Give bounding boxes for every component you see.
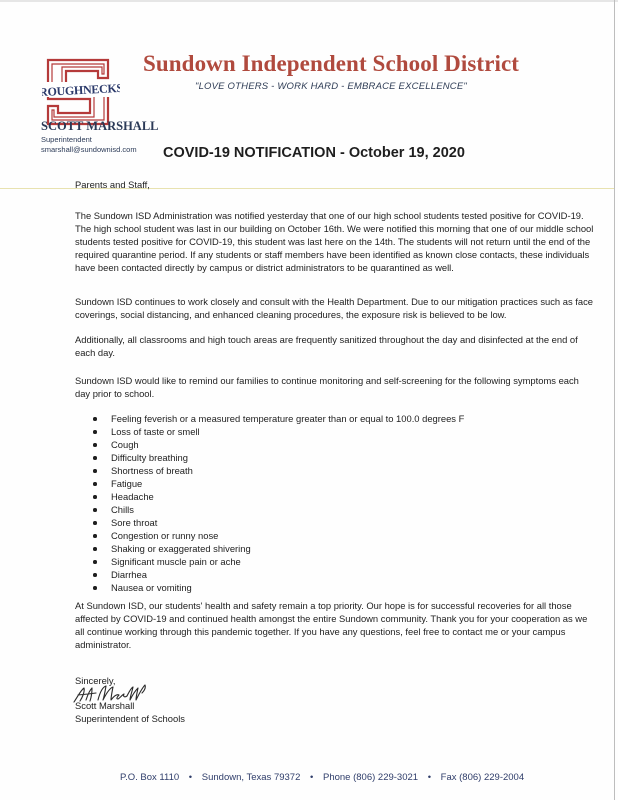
symptom-item: Sore throat: [93, 516, 464, 529]
bullet-icon: [93, 560, 97, 564]
symptom-item: Feeling feverish or a measured temperature greater than or equal to 100.0 degrees F: [93, 412, 464, 425]
bullet-icon: [93, 495, 97, 499]
paragraph-screening: Sundown ISD would like to remind our families to continue monitoring and self-screening for the following symptoms each day prior to school.: [75, 375, 579, 399]
letterhead-footer: [120, 772, 524, 783]
symptom-list: [93, 412, 464, 594]
district-motto: "LOVE OTHERS - WORK HARD - EMBRACE EXCELLENCE": [195, 81, 467, 92]
symptom-item: Loss of taste or smell: [93, 425, 464, 438]
roughnecks-logo-icon: [42, 58, 120, 126]
paragraph-notification: The Sundown ISD Administration was notified yesterday that one of our high school students tested positive for COVID-19. The high school student was last in our building on October 16th. We were notified this morning that one of our middle school students tested positive for COVID-19, this student was last here on the 14th. The students will not return until the end of the required quarantine period. If any students or staff members have been identified as known close contacts, these individuals have been contacted directly by campus or district administrators to be quarantined as well.: [75, 210, 594, 273]
scan-right-edge: [614, 0, 615, 800]
bullet-icon: [93, 456, 97, 460]
bullet-icon: [93, 573, 97, 577]
symptom-item: Shortness of breath: [93, 464, 464, 477]
symptom-item: Shaking or exaggerated shivering: [93, 542, 464, 555]
signer-name: Scott Marshall: [75, 700, 135, 711]
footer-fax: Fax (806) 229-2004: [440, 772, 525, 783]
bullet-icon: [93, 430, 97, 434]
signer-title: Superintendent of Schools: [75, 713, 185, 724]
superintendent-name: SCOTT MARSHALL: [41, 119, 159, 133]
bullet-icon: [93, 586, 97, 590]
footer-separator: •: [427, 772, 432, 783]
notice-title: COVID-19 NOTIFICATION - October 19, 2020: [163, 145, 465, 161]
symptom-item: Nausea or vomiting: [93, 581, 464, 594]
symptom-item: Diarrhea: [93, 568, 464, 581]
superintendent-title: Superintendent: [41, 135, 92, 144]
footer-separator: •: [310, 772, 314, 783]
paragraph-closing: At Sundown ISD, our students' health and safety remain a top priority. Our hope is for successful recoveries for all those affected by COVID-19 and continued health amongst the entire Sundown community. Thank you for your cooperation as we all continue working through this pandemic together. If you have any questions, feel free to contact me or your campus administrator.: [75, 600, 588, 650]
scan-top-edge: [0, 0, 618, 2]
footer-city: Sundown, Texas 79372: [201, 772, 301, 783]
symptom-item: Significant muscle pain or ache: [93, 555, 464, 568]
bullet-icon: [93, 508, 97, 512]
letter-greeting: Parents and Staff,: [75, 179, 150, 190]
symptom-item: Congestion or runny nose: [93, 529, 464, 542]
bullet-icon: [93, 417, 97, 421]
bullet-icon: [93, 534, 97, 538]
symptom-item: Headache: [93, 490, 464, 503]
symptom-item: Chills: [93, 503, 464, 516]
footer-phone: Phone (806) 229-3021: [322, 772, 419, 783]
bullet-icon: [93, 469, 97, 473]
closing-salutation: Sincerely,: [75, 675, 116, 686]
bullet-icon: [93, 547, 97, 551]
footer-po-box: P.O. Box 1110: [120, 772, 180, 783]
symptom-item: Cough: [93, 438, 464, 451]
superintendent-email[interactable]: smarshall@sundownisd.com: [41, 145, 137, 154]
footer-separator: •: [188, 772, 193, 783]
paragraph-health-department: Sundown ISD continues to work closely and consult with the Health Department. Due to our mitigation practices such as face coverings, social distancing, and enhanced cleaning procedures, the exposure risk is believed to be low.: [75, 296, 593, 320]
symptom-item: Difficulty breathing: [93, 451, 464, 464]
paragraph-sanitizing: Additionally, all classrooms and high touch areas are frequently sanitized throughout the day and disinfected at the end of each day.: [75, 334, 578, 358]
district-name: Sundown Independent School District: [143, 51, 520, 76]
symptom-item: Fatigue: [93, 477, 464, 490]
bullet-icon: [93, 521, 97, 525]
bullet-icon: [93, 482, 97, 486]
svg-text:ROUGHNECKS: ROUGHNECKS: [42, 80, 120, 100]
bullet-icon: [93, 443, 97, 447]
